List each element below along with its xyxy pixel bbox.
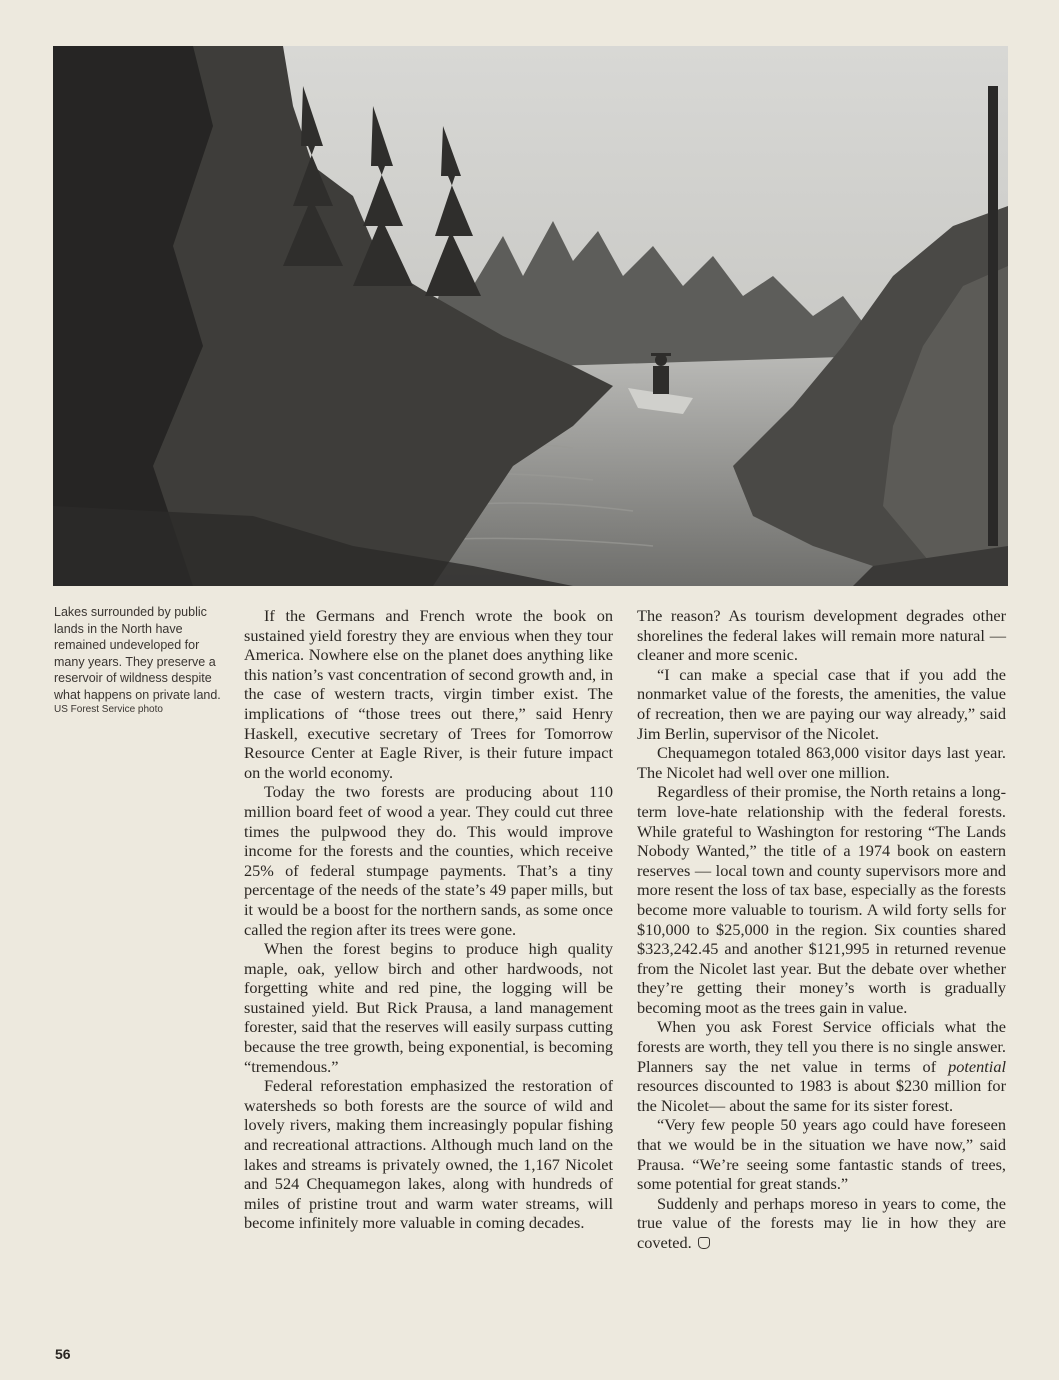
photo-illustration bbox=[53, 46, 1008, 586]
paragraph bbox=[637, 1017, 1006, 1115]
paragraph: Federal reforestation emphasized the restoration of watersheds so both forests are the source of wild and lovely rivers, making them increasingly popular fishing and recreational attractions. Although much land on the lakes and streams is privately owned, the 1,167 Nicolet and 524 Chequamegon lakes, along with hundreds of miles of pristine trout and warm water streams, will become infinitely more valuable in coming decades. bbox=[244, 1076, 613, 1233]
page-number: 56 bbox=[55, 1346, 71, 1362]
paragraph: “Very few people 50 years ago could have foreseen that we would be in the situation we have now,” said Prausa. “We’re seeing some fantastic stands of trees, some potential for great stands.” bbox=[637, 1115, 1006, 1194]
photo-caption bbox=[54, 604, 226, 716]
paragraph-text: Suddenly and perhaps moreso in years to come, the true value of the forests may lie in how they are coveted. bbox=[637, 1193, 1006, 1252]
article-column-2 bbox=[637, 606, 1006, 1253]
end-mark-icon bbox=[698, 1237, 710, 1249]
lake-canoe-photo bbox=[53, 46, 1008, 586]
paragraph bbox=[637, 1194, 1006, 1253]
paragraph: “I can make a special case that if you add the nonmarket value of the forests, the amenities, the value of recreation, then we are paying our way already,” said Jim Berlin, supervisor of the Nicolet. bbox=[637, 664, 1006, 743]
paragraph: Chequamegon totaled 863,000 visitor days last year. The Nicolet had well over one million. bbox=[637, 743, 1006, 782]
paragraph: If the Germans and French wrote the book on sustained yield forestry they are envious when they tour America. Nowhere else on the planet does anything like this nation’s vast concentration of second growth and, in the case of western tracts, virgin timber exist. The implications of “those trees out there,” said Henry Haskell, executive secretary of Trees for Tomorrow Resource Center at Eagle River, is their future impact on the world economy. bbox=[244, 606, 613, 782]
paragraph: The reason? As tourism development degrades other shorelines the federal lakes will remain more natural — cleaner and more scenic. bbox=[637, 606, 1006, 665]
paragraph: Today the two forests are producing about 110 million board feet of wood a year. They could cut three times the pulpwood they do. This would improve income for the forests and the counties, which receive 25% of federal stumpage payments. That’s a tiny percentage of the needs of the state’s 49 paper mills, but it would be a boost for the northern sands, as some once called the region after its trees were gone. bbox=[244, 782, 613, 939]
paragraph: Regardless of their promise, the North retains a long-term love-hate relationship with the federal forests. While grateful to Washington for restoring “The Lands Nobody Wanted,” the title of a 1974 book on eastern reserves — local town and county supervisors more and more resent the loss of tax base, especially as the forests become more valuable to tourism. A wild forty sells for $10,000 to $25,000 in the region. Six counties shared $323,242.45 and another $121,995 in returned revenue from the Nicolet last year. But the debate over whether they’re getting their money’s worth is gradually becoming moot as the trees gain in value. bbox=[637, 782, 1006, 1017]
photo-credit: US Forest Service photo bbox=[54, 704, 163, 715]
paragraph-text: resources discounted to 1983 is about $230 million for the Nicolet— about the same for its sister forest. bbox=[637, 1076, 1006, 1115]
caption-text: Lakes surrounded by public lands in the North have remained undeveloped for many years. They preserve a reservoir of wildness despite what happens on private land. bbox=[54, 605, 221, 702]
paragraph-text: When you ask Forest Service officials what the forests are worth, they tell you there is no single answer. Planners say the net value in terms of bbox=[637, 1017, 1006, 1076]
emphasis-text: potential bbox=[948, 1056, 1006, 1076]
paragraph: When the forest begins to produce high quality maple, oak, yellow birch and other hardwoods, not forgetting white and red pine, the logging will be sustained yield. But Rick Prausa, a land management forester, said that the reserves will easily surpass cutting because the tree growth, being exponential, is becoming “tremendous.” bbox=[244, 939, 613, 1076]
article-column-1 bbox=[244, 606, 613, 1233]
